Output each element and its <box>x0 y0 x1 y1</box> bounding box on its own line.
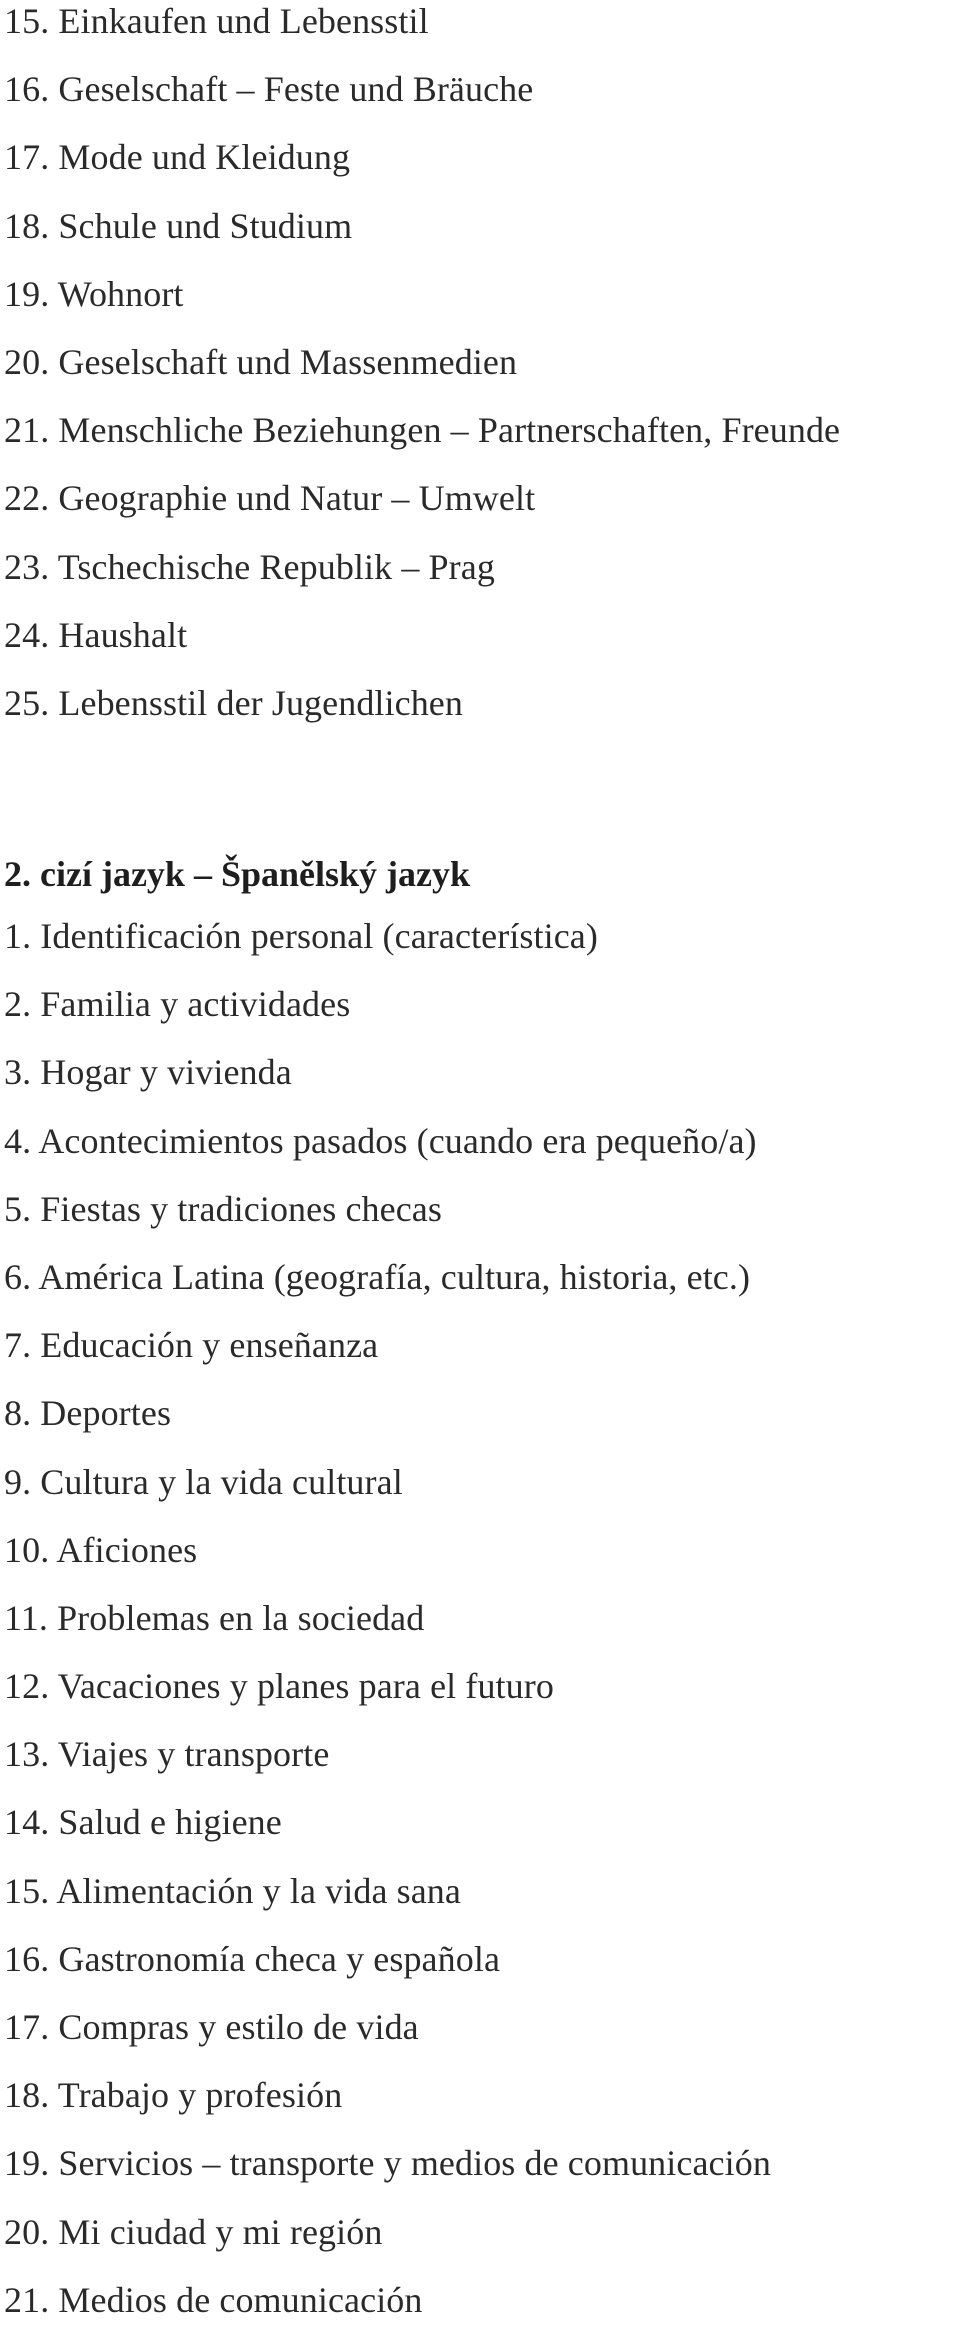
list-item: 6. América Latina (geografía, cultura, historia, etc.) <box>4 1256 751 1297</box>
list-item: 21. Medios de comunicación <box>4 2279 423 2320</box>
spanish-topic-list <box>4 915 771 2347</box>
list-item: 9. Cultura y la vida cultural <box>4 1461 403 1502</box>
list-item: 8. Deportes <box>4 1393 172 1434</box>
list-item: 19. Wohnort <box>4 273 184 314</box>
list-item: 5. Fiestas y tradiciones checas <box>4 1188 442 1229</box>
list-item: 17. Mode und Kleidung <box>4 137 351 178</box>
list-item: 20. Geselschaft und Massenmedien <box>4 341 518 382</box>
list-item: 20. Mi ciudad y mi región <box>4 2211 383 2252</box>
list-item: 14. Salud e higiene <box>4 1802 282 1843</box>
list-item: 1. Identificación personal (característica) <box>4 916 598 956</box>
list-item: 18. Trabajo y profesión <box>4 2075 343 2116</box>
list-item: 13. Viajes y transporte <box>4 1734 330 1775</box>
german-topic-list <box>4 0 840 750</box>
list-item: 15. Einkaufen und Lebensstil <box>4 1 429 41</box>
list-item: 19. Servicios – transporte y medios de comunicación <box>4 2143 771 2184</box>
list-item: 12. Vacaciones y planes para el futuro <box>4 1666 554 1707</box>
list-item: 17. Compras y estilo de vida <box>4 2007 419 2047</box>
list-item: 25. Lebensstil der Jugendlichen <box>4 682 463 723</box>
list-item: 18. Schule und Studium <box>4 205 353 246</box>
list-item: 23. Tschechische Republik – Prag <box>4 546 495 587</box>
section-heading: 2. cizí jazyk – Španělský jazyk <box>4 854 471 894</box>
list-item: 21. Menschliche Beziehungen – Partnerschaften, Freunde <box>4 410 841 451</box>
list-item: 16. Geselschaft – Feste und Bräuche <box>4 69 534 110</box>
list-item: 22. Geographie und Natur – Umwelt <box>4 478 536 519</box>
list-item: 24. Haushalt <box>4 614 188 655</box>
list-item: 16. Gastronomía checa y española <box>4 1938 501 1979</box>
list-item: 7. Educación y enseñanza <box>4 1325 379 1366</box>
list-item: 11. Problemas en la sociedad <box>4 1597 425 1638</box>
list-item: 4. Acontecimientos pasados (cuando era pequeño/a) <box>4 1120 757 1161</box>
list-item: 10. Aficiones <box>4 1529 198 1570</box>
list-item: 15. Alimentación y la vida sana <box>4 1870 461 1911</box>
list-item: 3. Hogar y vivienda <box>4 1052 292 1093</box>
list-item: 2. Familia y actividades <box>4 984 351 1025</box>
